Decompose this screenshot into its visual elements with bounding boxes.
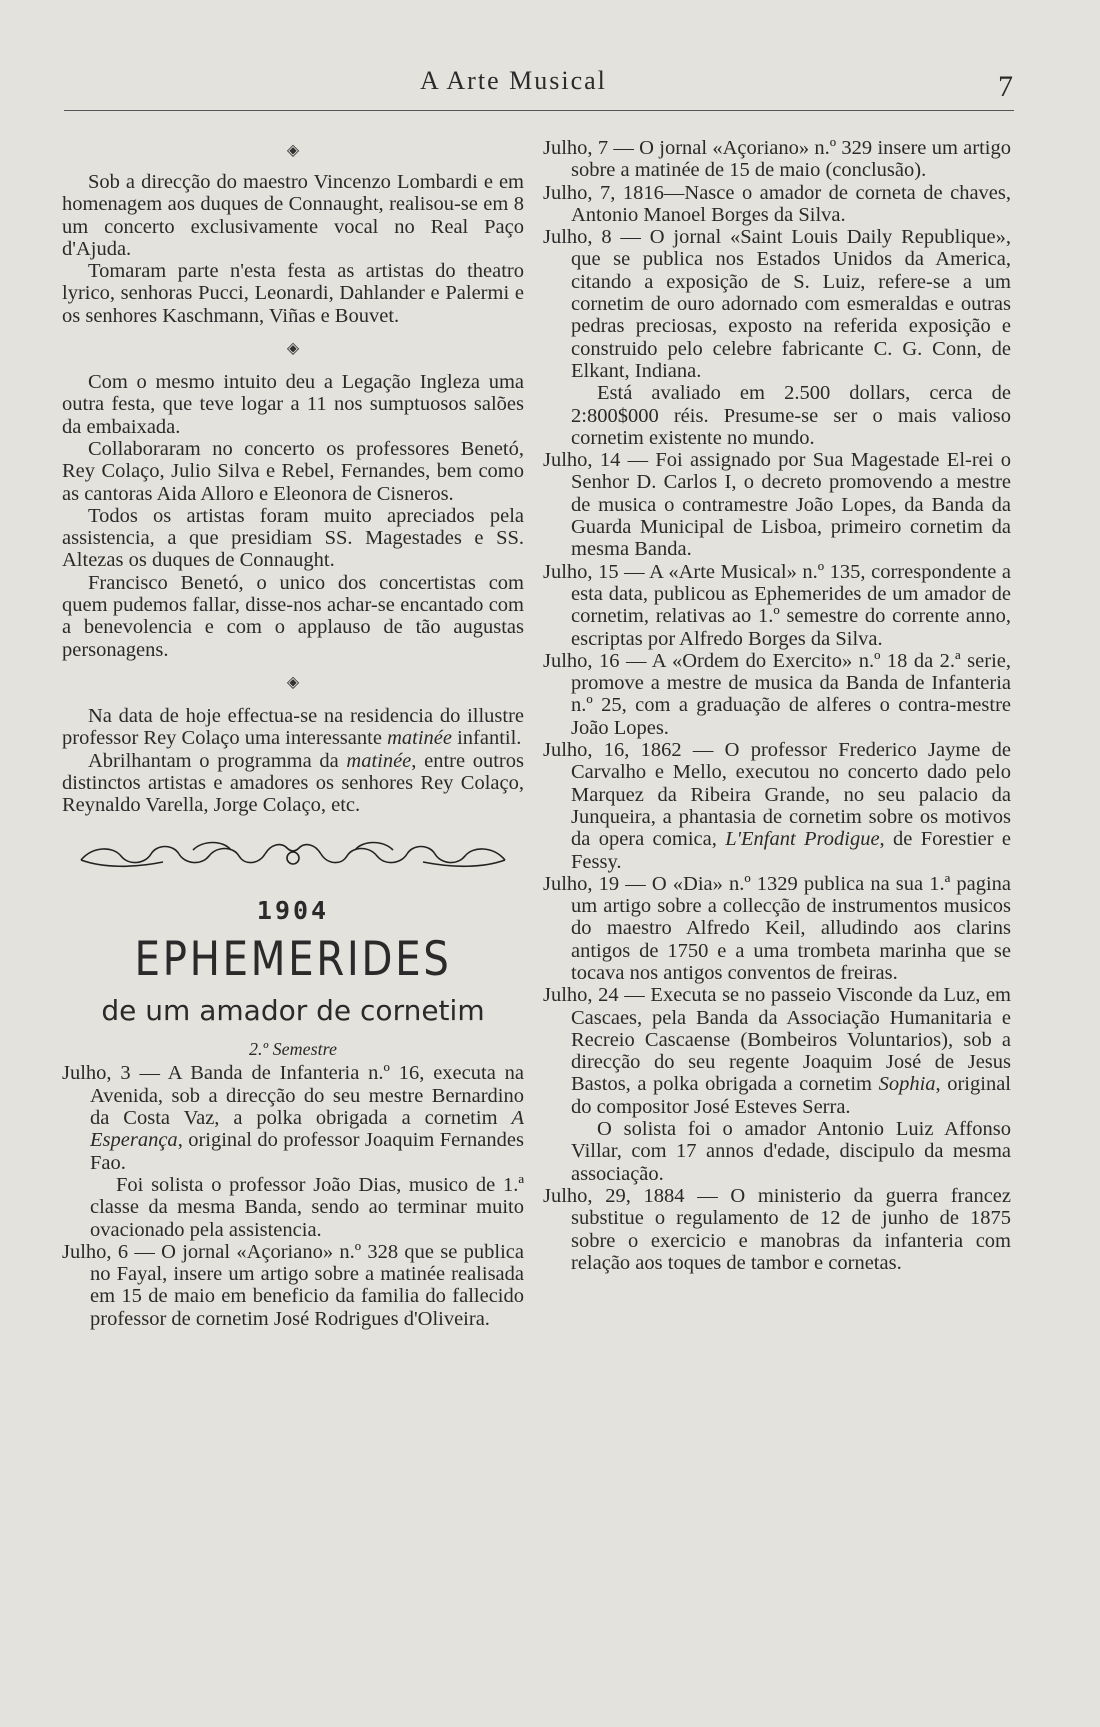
flourish-divider-icon xyxy=(73,838,513,872)
ephemeris-entry: Julho, 6 — O jornal «Açoriano» n.º 328 que se publica no Fayal, insere um artigo sobre a matinée realisada em 15 de maio em beneficio da familia do fallecido professor de cornetim José Rodrigues d'Oliveira. xyxy=(62,1240,524,1330)
paragraph: Sob a direcção do maestro Vincenzo Lombardi e em homenagem aos duques de Connaught, realisou-se em 8 um concerto exclusivamente vocal no Real Paço d'Ajuda. xyxy=(62,171,524,260)
section-subtitle: de um amador de cornetim xyxy=(101,994,485,1028)
ephemeris-entry: Julho, 24 — Executa se no passeio Visconde da Luz, em Cascaes, pela Banda da Associação Humanitaria e Recreio Cascaense (Bombeiros Voluntarios), sob a direcção do seu regente Joaquim José de Jesus Bastos, a polka obrigada a cornetim Sophia, original do compositor José Esteves Serra. xyxy=(543,984,1011,1118)
ephemeris-continuation: Está avaliado em 2.500 dollars, cerca de 2:800$000 réis. Presume-se ser o mais valioso cornetim existente no mundo. xyxy=(571,382,1011,449)
ephemeris-continuation: O solista foi o amador Antonio Luiz Affonso Villar, com 17 annos d'edade, discipulo da mesma associação. xyxy=(571,1118,1011,1185)
right-column xyxy=(543,137,1011,1274)
ephemeris-entry: Julho, 16, 1862 — O professor Frederico Jayme de Carvalho e Mello, executou no concerto dado pelo Marquez da Ribeira Grande, no seu palacio da Junqueira, a phantasia de cornetim sobre os motivos da opera comica, L'Enfant Prodigue, de Forestier e Fessy. xyxy=(543,739,1012,873)
section-ornament: ◈ xyxy=(286,142,300,159)
italic-term: matinée xyxy=(346,749,412,772)
ephemeris-entry: Julho, 8 — O jornal «Saint Louis Daily Republique», que se publica nos Estados Unidos da America, citando a exposição de S. Luiz, refere-se a um cornetim de ouro adornado com esmeraldas e outras pedras preciosas, exposto na referida exposição e construido pelo celebre fabricante C. G. Conn, de Elkant, Indiana. xyxy=(543,226,1011,382)
section-ornament: ◈ xyxy=(286,673,300,691)
paragraph: Todos os artistas foram muito apreciados pela assistencia, a que presidiam SS. Magestades e SS. Altezas os duques de Connaught. xyxy=(62,504,524,572)
ephemeris-entry: Julho, 14 — Foi assignado por Sua Magestade El-rei o Senhor D. Carlos I, o decreto promovendo a mestre de musica o contramestre João Lopes, da Banda da Guarda Municipal de Lisboa, primeiro cornetim da mesma Banda. xyxy=(543,449,1011,561)
running-header-title: A Arte Musical xyxy=(420,66,607,95)
decorative-divider xyxy=(62,838,524,872)
ephemeris-continuation: Foi solista o professor João Dias, musico de 1.ª classe da mesma Banda, sendo ao terminar muito ovacionado pela assistencia. xyxy=(90,1173,524,1241)
ephemeris-entry: Julho, 3 — A Banda de Infanteria n.º 16, executa na Avenida, sob a direcção do seu mestre Bernardino da Costa Vaz, a polka obrigada a cornetim A Esperança, original do professor Joaquim Fernandes Fao. xyxy=(62,1062,524,1174)
ephemeris-entry: Julho, 29, 1884 — O ministerio da guerra francez substitue o regulamento de 12 de junho de 1875 sobre o exercicio e manobras da infanteria com relação aos toques de tambor e cornetas. xyxy=(543,1184,1011,1274)
section-title: EPHEMERIDES xyxy=(134,932,452,988)
semester-label: 2.º Semestre xyxy=(249,1039,337,1060)
header-rule xyxy=(64,110,1014,111)
italic-term: matinée xyxy=(387,727,452,750)
year-heading: 1904 xyxy=(256,896,330,926)
paragraph: Collaboraram no concerto os professores Benetó, Rey Colaço, Julio Silva e Rebel, Fernandes, bem como as cantoras Aida Alloro e Eleonora de Cisneros. xyxy=(62,437,524,505)
paragraph: Na data de hoje effectua-se na residencia do illustre professor Rey Colaço uma interessante matinée infantil. xyxy=(62,704,524,750)
page-number: 7 xyxy=(998,70,1013,103)
paragraph: Abrilhantam o programma da matinée, entre outros distinctos artistas e amadores os senhores Rey Colaço, Reynaldo Varella, Jorge Colaço, etc. xyxy=(62,749,524,817)
italic-title: A Esperança xyxy=(90,1107,524,1152)
ephemeris-entry: Julho, 19 — O «Dia» n.º 1329 publica na sua 1.ª pagina um artigo sobre a collecção de instrumentos musicos do maestro Alfredo Keil, alludindo aos clarins antigos de 1750 e a uma trombeta marinha que se tocava nos antigos conventos de freiras. xyxy=(543,872,1011,984)
ephemeris-entry: Julho, 7 — O jornal «Açoriano» n.º 329 insere um artigo sobre a matinée de 15 de maio (conclusão). xyxy=(543,137,1011,182)
paragraph: Francisco Benetó, o unico dos concertistas com quem pudemos fallar, disse-nos achar-se encantado com a benevolencia e com o applauso de tão augustas personagens. xyxy=(62,571,524,661)
left-column xyxy=(62,143,524,1330)
ephemeris-entry: Julho, 15 — A «Arte Musical» n.º 135, correspondente a esta data, publicou as Ephemerides de um amador de cornetim, relativas ao 1.º semestre do corrente anno, escriptas por Alfredo Borges da Silva. xyxy=(543,560,1011,650)
paragraph: Com o mesmo intuito deu a Legação Ingleza uma outra festa, que teve logar a 11 nos sumptuosos salões da embaixada. xyxy=(62,371,524,438)
italic-title: L'Enfant Prodigue xyxy=(725,828,880,851)
ephemeris-entry: Julho, 7, 1816—Nasce o amador de corneta de chaves, Antonio Manoel Borges da Silva. xyxy=(543,181,1011,226)
ephemeris-entry: Julho, 16 — A «Ordem do Exercito» n.º 18 da 2.ª serie, promove a mestre de musica da Banda de Infanteria n.º 25, com a graduação de alferes o contra-mestre João Lopes. xyxy=(543,649,1011,739)
section-ornament: ◈ xyxy=(286,340,300,358)
italic-title: Sophia xyxy=(878,1073,936,1096)
paragraph: Tomaram parte n'esta festa as artistas do theatro lyrico, senhoras Pucci, Leonardi, Dahlander e Palermi e os senhores Kaschmann, Viñas e Bouvet. xyxy=(62,260,524,327)
